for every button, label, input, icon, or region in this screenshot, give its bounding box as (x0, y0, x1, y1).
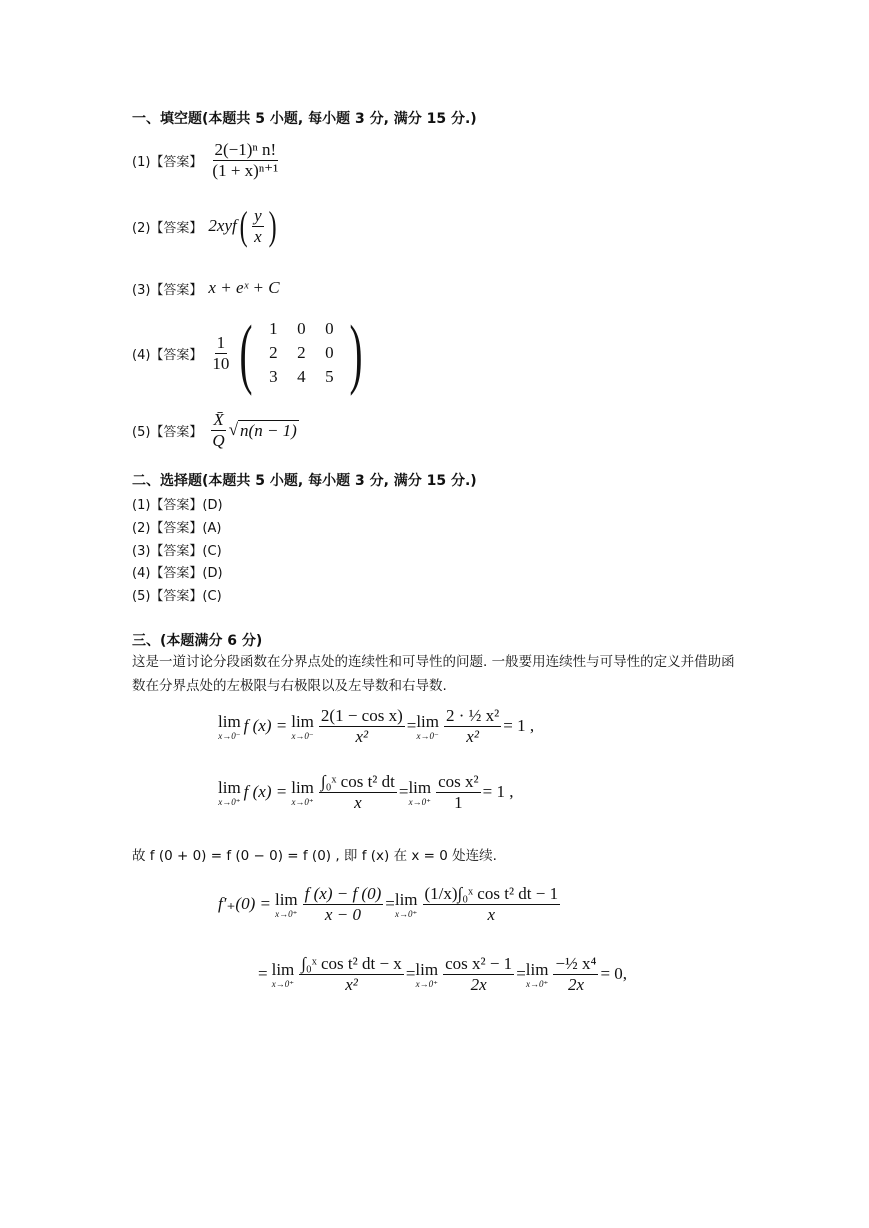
matrix-coefficient: $\frac{1}{10}$ (212, 332, 230, 373)
section-fill-blank-title: 一、填空题(本题共 5 小题, 每小题 3 分, 满分 15 分.) (132, 111, 477, 127)
equation-derivative-continued: = lim x→0⁺ $\frac{\text{∫₀ˣ cos t² dt − x}}{\text{x²}}$ = lim x→0⁺ $\frac{\text{cos x² − 1}}{2x}$ = lim x→0⁺ $\frac{\text{−½ x⁴}}{2x}$ = 0, (258, 954, 628, 994)
equation-right-limit: lim x→0⁺ f (x) = lim x→0⁺ $\frac{\text{∫₀ˣ cos t² dt}}{x}$ = lim x→0⁺ $\frac{\text{cos x²}}{1}$ = 1 , (218, 772, 514, 812)
section-problem3-title: 三、(本题满分 6 分) (132, 633, 263, 649)
item-label: (3)【答案】 (132, 282, 203, 298)
problem3-intro: 这是一道讨论分段函数在分界点处的连续性和可导性的问题. 一般要用连续性与可导性的定义并借助函数在分界点处的左极限与右极限以及左导数和右导数. (132, 654, 735, 694)
choice-item-4: (4)【答案】(D) (132, 566, 223, 581)
item-label: (1)【答案】 (132, 154, 203, 170)
choice-item-5: (5)【答案】(C) (132, 589, 222, 604)
continuity-conclusion: 故 f (0 + 0) = f (0 − 0) = f (0) , 即 f (x) 在 x = 0 处连续. (132, 848, 497, 864)
item-label: (5)【答案】 (132, 424, 203, 440)
item-label: (4)【答案】 (132, 347, 203, 363)
answer-expr: 2xyf (208, 216, 237, 236)
answer-fraction: $\frac{X̄}{Q}$ (212, 410, 225, 450)
answer-matrix: 1 0 0 2 2 0 3 4 5 (269, 319, 334, 386)
equation-right-derivative: f′₊(0) = lim x→0⁺ $\frac{f (x) - f (0)}{x - 0}$ = lim x→0⁺ $\frac{\text{(1/x)∫₀ˣ cos t² dt − 1}}{x}$ (218, 884, 559, 924)
section-choice-title: 二、选择题(本题共 5 小题, 每小题 3 分, 满分 15 分.) (132, 473, 477, 489)
fill-item-1 (132, 140, 282, 180)
choice-item-3: (3)【答案】(C) (132, 544, 222, 559)
answer-expr: x + eˣ + C (208, 278, 280, 297)
fill-item-3 (132, 278, 280, 298)
fill-item-4: (4)【答案】 $\frac{1}{10}$ ( 1 0 0 2 2 0 3 4 5 ) (132, 309, 363, 396)
equation-left-limit: lim x→0⁻ f (x) = lim x→0⁻ $\frac{\text{2(1 − cos x)}}{\text{x²}}$ = lim x→0⁻ $\frac{\text{2 · ½ x²}}{\text{x²}}$ = 1 , (218, 706, 535, 746)
choice-item-2: (2)【答案】(A) (132, 521, 222, 536)
fill-item-5: (5)【答案】 $\frac{X̄}{Q}$ √ n(n − 1) (132, 410, 297, 450)
choice-item-1: (1)【答案】(D) (132, 498, 223, 513)
item-label: (2)【答案】 (132, 220, 203, 236)
fill-item-2: (2)【答案】 2xyf ( $\frac{y}{x}$ ) (132, 203, 277, 249)
answer-fraction: $\frac{y}{x}$ (254, 206, 262, 246)
answer-sqrt: n(n − 1) (240, 420, 297, 440)
answer-fraction: $\frac{\text{2(−1)ⁿ n!}}{\text{(1 + x)ⁿ⁺¹}}$ (212, 140, 279, 180)
